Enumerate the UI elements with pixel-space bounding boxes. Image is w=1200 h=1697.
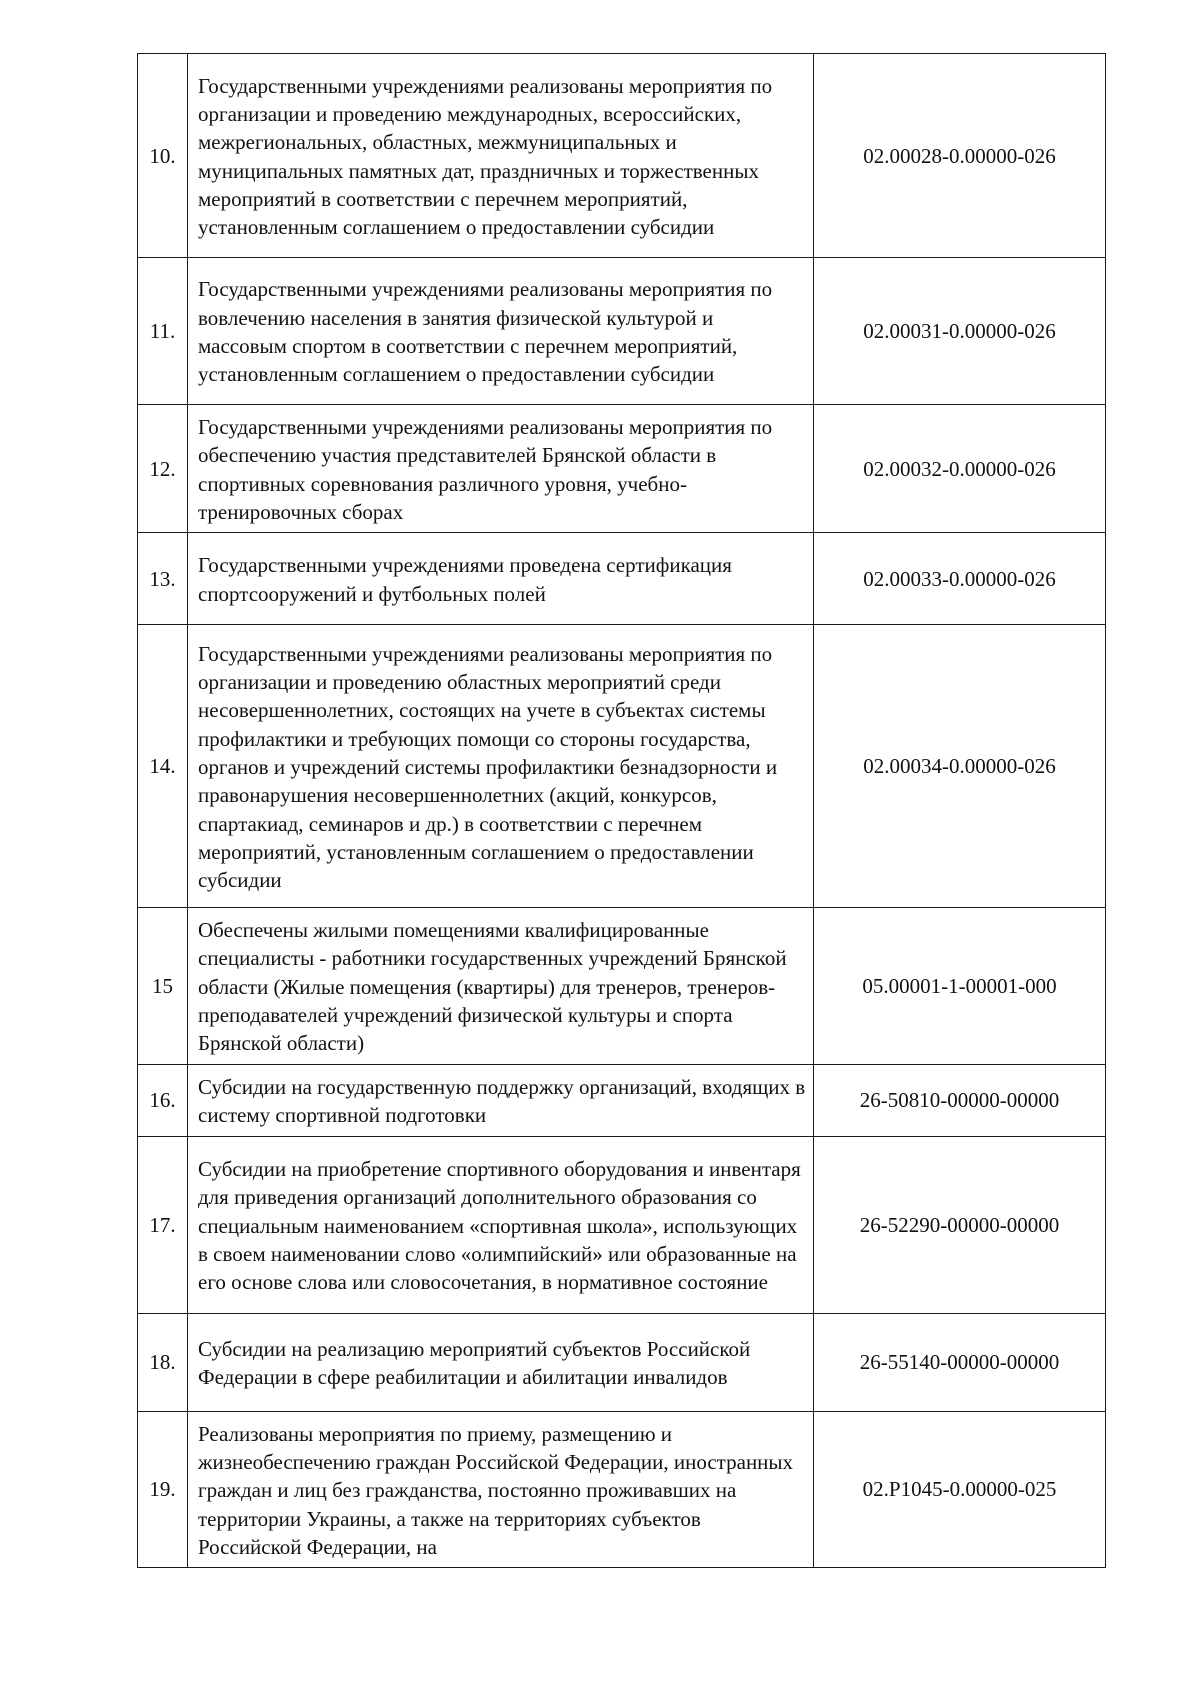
row-code: 02.00032-0.00000-026 xyxy=(814,405,1106,533)
row-code: 05.00001-1-00001-000 xyxy=(814,908,1106,1064)
row-description: Государственными учреждениями реализованы мероприятия по обеспечению участия представителей Брянской области в спортивных соревнования различного уровня, учебно-тренировочных сборах xyxy=(188,405,814,533)
row-number: 10. xyxy=(138,54,188,258)
row-description: Государственными учреждениями реализованы мероприятия по организации и проведению международных, всероссийских, межрегиональных, областных, межмуниципальных и муниципальных памятных дат, праздничных и торжественных мероприятий в соответствии с перечнем мероприятий, установленным соглашением о предоставлении субсидии xyxy=(188,54,814,258)
table-row xyxy=(138,1411,1106,1567)
row-number: 16. xyxy=(138,1064,188,1136)
row-code: 26-50810-00000-00000 xyxy=(814,1064,1106,1136)
table-row xyxy=(138,1313,1106,1411)
row-description: Субсидии на государственную поддержку организаций, входящих в систему спортивной подготовки xyxy=(188,1064,814,1136)
row-description: Реализованы мероприятия по приему, размещению и жизнеобеспечению граждан Российской Федерации, иностранных граждан и лиц без гражданства, постоянно проживавших на территории Украины, а также на территориях субъектов Российской Федерации, на xyxy=(188,1411,814,1567)
table-row xyxy=(138,908,1106,1064)
table-row xyxy=(138,1136,1106,1313)
row-code: 02.00033-0.00000-026 xyxy=(814,533,1106,625)
subsidy-table xyxy=(137,53,1106,1568)
row-number: 18. xyxy=(138,1313,188,1411)
table-row xyxy=(138,1064,1106,1136)
row-number: 12. xyxy=(138,405,188,533)
table-row xyxy=(138,533,1106,625)
row-description: Государственными учреждениями проведена сертификация спортсооружений и футбольных полей xyxy=(188,533,814,625)
row-code: 02.00034-0.00000-026 xyxy=(814,625,1106,908)
row-code: 02.00028-0.00000-026 xyxy=(814,54,1106,258)
row-code: 02.00031-0.00000-026 xyxy=(814,258,1106,405)
row-code: 26-52290-00000-00000 xyxy=(814,1136,1106,1313)
row-number: 15 xyxy=(138,908,188,1064)
row-code: 02.Р1045-0.00000-025 xyxy=(814,1411,1106,1567)
table-row xyxy=(138,258,1106,405)
table-row xyxy=(138,54,1106,258)
row-description: Субсидии на приобретение спортивного оборудования и инвентаря для приведения организаций дополнительного образования со специальным наименованием «спортивная школа», использующих в своем наименовании слово «олимпийский» или образованные на его основе слова или словосочетания, в нормативное состояние xyxy=(188,1136,814,1313)
row-number: 11. xyxy=(138,258,188,405)
row-description: Государственными учреждениями реализованы мероприятия по организации и проведению областных мероприятий среди несовершеннолетних, состоящих на учете в субъектах системы профилактики и требующих помощи со стороны государства, органов и учреждений системы профилактики безнадзорности и правонарушения несовершеннолетних (акций, конкурсов, спартакиад, семинаров и др.) в соответствии с перечнем мероприятий, установленным соглашением о предоставлении субсидии xyxy=(188,625,814,908)
row-number: 14. xyxy=(138,625,188,908)
row-description: Субсидии на реализацию мероприятий субъектов Российской Федерации в сфере реабилитации и абилитации инвалидов xyxy=(188,1313,814,1411)
row-number: 19. xyxy=(138,1411,188,1567)
table-row xyxy=(138,405,1106,533)
row-code: 26-55140-00000-00000 xyxy=(814,1313,1106,1411)
table-row xyxy=(138,625,1106,908)
row-number: 13. xyxy=(138,533,188,625)
row-description: Государственными учреждениями реализованы мероприятия по вовлечению населения в занятия физической культурой и массовым спортом в соответствии с перечнем мероприятий, установленным соглашением о предоставлении субсидии xyxy=(188,258,814,405)
row-description: Обеспечены жилыми помещениями квалифицированные специалисты - работники государственных учреждений Брянской области (Жилые помещения (квартиры) для тренеров, тренеров-преподавателей учреждений физической культуры и спорта Брянской области) xyxy=(188,908,814,1064)
row-number: 17. xyxy=(138,1136,188,1313)
